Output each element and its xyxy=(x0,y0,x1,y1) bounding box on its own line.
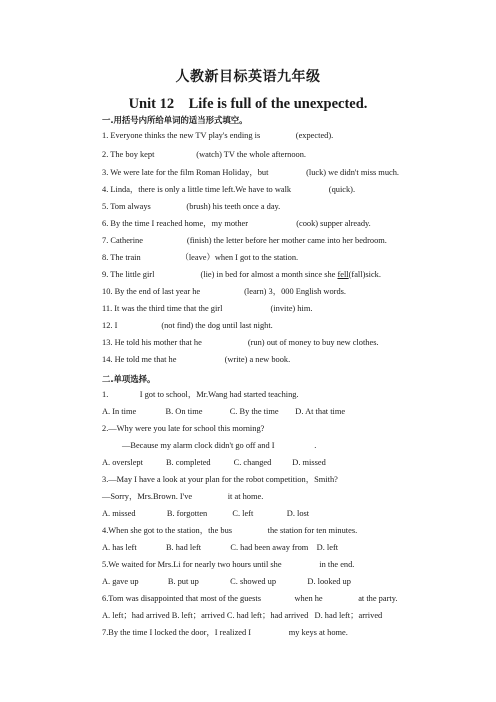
mc-question: 3.—May I have a look at your plan for the robot competition，Smith? xyxy=(102,475,338,484)
fill-item: 6. By the time I reached home，my mother (cook) supper already. xyxy=(102,219,371,228)
fill-item: 11. It was the third time that the girl (invite) him. xyxy=(102,304,313,313)
fill-item xyxy=(102,270,381,280)
fill-item: 12. I (not find) the dog until last night. xyxy=(102,321,273,330)
unit-title: Unit 12 Life is full of the unexpected. xyxy=(128,96,368,112)
underlined-word: fell xyxy=(337,270,349,279)
fill-item: 13. He told his mother that he (run) out of money to buy new clothes. xyxy=(102,338,379,347)
fill-item: 2. The boy kept (watch) TV the whole afternoon. xyxy=(102,150,306,159)
mc-question-line: —Because my alarm clock didn't go off and I . xyxy=(122,441,317,450)
mc-question: 5.We waited for Mrs.Li for nearly two hours until she in the end. xyxy=(102,560,355,569)
fill-item-text: 9. The little girl (lie) in bed for almost a month since she xyxy=(102,270,338,279)
mc-options: A. overslept B. completed C. changed D. missed xyxy=(102,458,326,467)
mc-question: 4.When she got to the station，the bus the station for ten minutes. xyxy=(102,526,358,535)
mc-options: A. left；had arrived B. left；arrived C. had left；had arrived D. had left；arrived xyxy=(102,611,383,620)
mc-options: A. gave up B. put up C. showed up D. looked up xyxy=(102,577,351,586)
mc-question: 1. I got to school，Mr.Wang had started teaching. xyxy=(102,390,299,399)
section-heading-choice: 二.单项选择。 xyxy=(102,374,156,384)
fill-item: 5. Tom always (brush) his teeth once a day. xyxy=(102,202,281,211)
fill-item: 8. The train （leave）when I got to the station. xyxy=(102,253,299,262)
document-title: 人教新目标英语九年级 xyxy=(175,69,321,85)
section-heading-fill: 一.用括号内所给单词的适当形式填空。 xyxy=(102,115,248,125)
mc-options: A. has left B. had left C. had been away from D. left xyxy=(102,543,339,552)
mc-options: A. missed B. forgotten C. left D. lost xyxy=(102,509,310,518)
fill-item: 7. Catherine (finish) the letter before her mother came into her bedroom. xyxy=(102,236,387,245)
fill-item: 3. We were late for the film Roman Holiday，but (luck) we didn't miss much. xyxy=(102,168,400,177)
fill-item: 4. Linda，there is only a little time left.We have to walk (quick). xyxy=(102,185,356,194)
mc-question: 7.By the time I locked the door，I realized I my keys at home. xyxy=(102,628,348,637)
fill-item: 14. He told me that he (write) a new book. xyxy=(102,355,291,364)
fill-item-tail: (fall)sick. xyxy=(348,270,381,279)
mc-options: A. In time B. On time C. By the time D. At that time xyxy=(102,407,346,416)
mc-question-line: —Sorry，Mrs.Brown. I've it at home. xyxy=(102,492,264,501)
mc-question: 2.—Why were you late for school this morning? xyxy=(102,424,265,433)
mc-question: 6.Tom was disappointed that most of the guests when he at the party. xyxy=(102,594,398,603)
fill-item: 1. Everyone thinks the new TV play's ending is (expected). xyxy=(102,131,334,140)
fill-item: 10. By the end of last year he (learn) 3，000 English words. xyxy=(102,287,346,296)
